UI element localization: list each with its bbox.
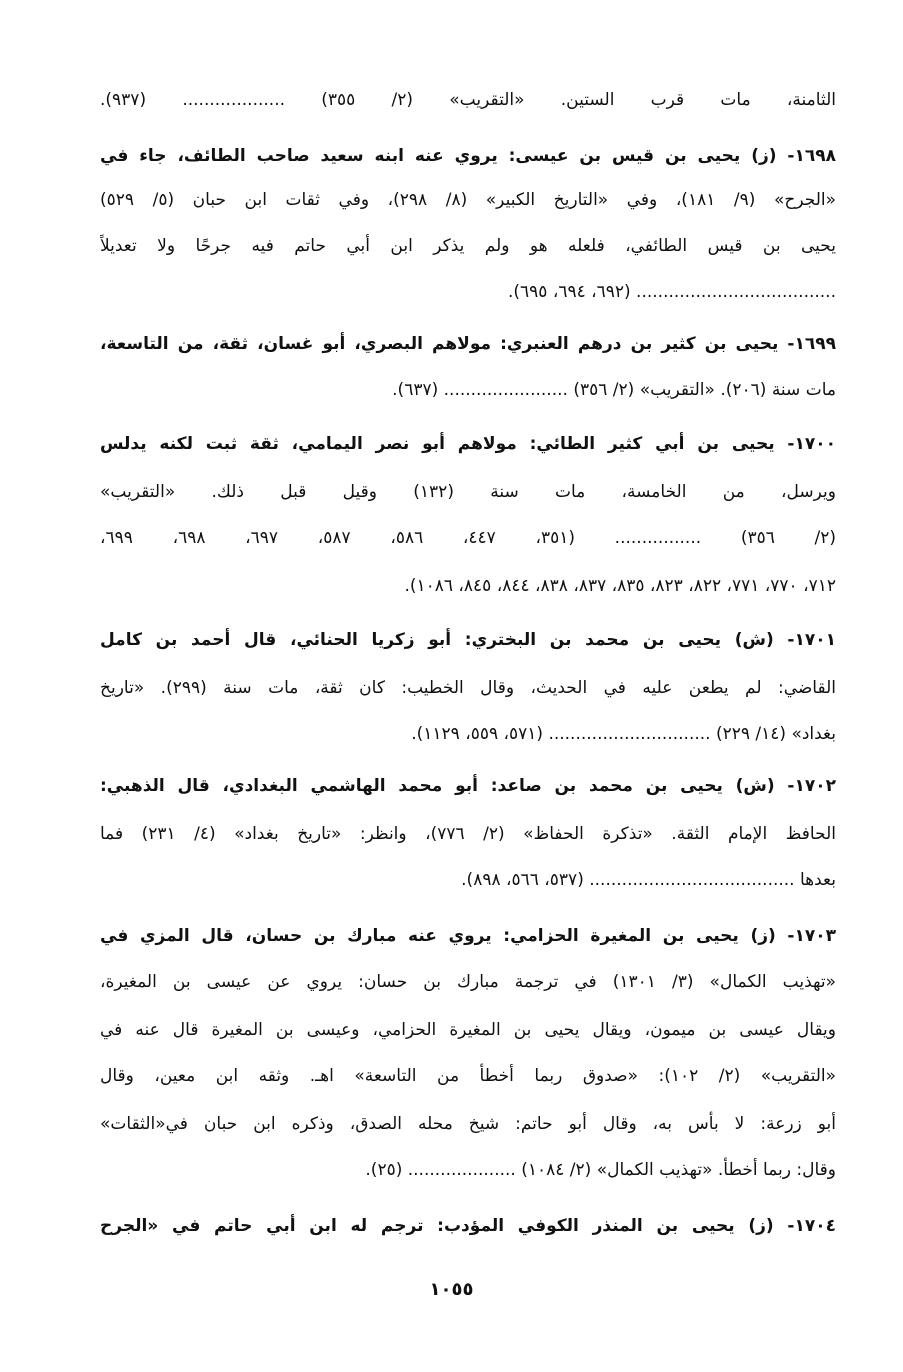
entry-heading-line: ١٦٩٨- (ز) يحيى بن قيس بن عيسى: يروي عنه ابنه سعيد صاحب الطائف، جاء في [100, 146, 836, 166]
page-number: ١٠٥٥ [429, 1279, 474, 1300]
text-line: أبو زرعة: لا بأس به، وقال أبو حاتم: شيخ محله الصدق، وذكره ابن حبان في«الثقات» [100, 1114, 836, 1134]
text-line: مات سنة (٢٠٦). «التقريب» (٢/ ٣٥٦) ....................... (٦٣٧). [392, 380, 836, 400]
text-line: الثامنة، مات قرب الستين. «التقريب» (٢/ ٣٥٥) ................... (٩٣٧). [100, 90, 836, 110]
text-line: ٧١٢، ٧٧٠، ٧٧١، ٨٢٢، ٨٢٣، ٨٣٥، ٨٣٧، ٨٣٨، ٨٤٤، ٨٤٥، ١٠٨٦). [404, 576, 836, 596]
text-line: «الجرح» (٩/ ١٨١)، وفي «التاريخ الكبير» (٨/ ٢٩٨)، وفي ثقات ابن حبان (٥/ ٥٢٩) [100, 190, 836, 210]
text-line: «التقريب» (٢/ ١٠٢): «صدوق ربما أخطأ من التاسعة» اهـ. وثقه ابن معين، وقال [100, 1066, 836, 1086]
text-line: يحيى بن قيس الطائفي، فلعله هو ولم يذكر ابن أبي حاتم فيه جرحًا ولا تعديلاً [100, 236, 836, 256]
text-line: الحافظ الإمام الثقة. «تذكرة الحفاظ» (٢/ ٧٧٦)، وانظر: «تاريخ بغداد» (٤/ ٢٣١) فما [100, 824, 836, 844]
text-line: القاضي: لم يطعن عليه في الحديث، وقال الخطيب: كان ثقة، مات سنة (٢٩٩). «تاريخ [100, 678, 836, 698]
text-line: بعدها ...................................... (٥٣٧، ٥٦٦، ٨٩٨). [461, 870, 836, 890]
entry-heading-line: ١٧٠٢- (ش) يحيى بن محمد بن صاعد: أبو محمد الهاشمي البغدادي، قال الذهبي: [100, 776, 836, 796]
text-line: ويرسل، من الخامسة، مات سنة (١٣٢) وقيل قبل ذلك. «التقريب» [100, 482, 836, 502]
entry-heading-line: ١٧٠٣- (ز) يحيى بن المغيرة الحزامي: يروي عنه مبارك بن حسان، قال المزي في [100, 926, 836, 946]
entry-heading-line: ١٧٠٠- يحيى بن أبي كثير الطائي: مولاهم أبو نصر اليمامي، ثقة ثبت لكنه يدلس [100, 434, 836, 454]
entry-heading-line: ١٦٩٩- يحيى بن كثير بن درهم العنبري: مولاهم البصري، أبو غسان، ثقة، من التاسعة، [100, 334, 836, 354]
text-line: وقال: ربما أخطأ. «تهذيب الكمال» (٢/ ١٠٨٤) .................... (٢٥). [365, 1160, 836, 1180]
entry-heading-line: ١٧٠١- (ش) يحيى بن محمد بن البختري: أبو زكريا الحنائي، قال أحمد بن كامل [100, 630, 836, 650]
text-line: بغداد» (١٤/ ٢٢٩) .............................. (٥٧١، ٥٥٩، ١١٢٩). [411, 724, 836, 744]
text-line: ويقال عيسى بن ميمون، ويقال يحيى بن المغيرة الحزامي، وعيسى بن المغيرة قال عنه في [100, 1020, 836, 1040]
entry-heading-line: ١٧٠٤- (ز) يحيى بن المنذر الكوفي المؤدب: ترجم له ابن أبي حاتم في «الجرح [100, 1216, 836, 1236]
text-line: ..................................... (٦٩٢، ٦٩٤، ٦٩٥). [507, 282, 836, 302]
text-line: (٢/ ٣٥٦) ................ (٣٥١، ٤٤٧، ٥٨٦، ٥٨٧، ٦٩٧، ٦٩٨، ٦٩٩، [100, 528, 836, 548]
text-line: «تهذيب الكمال» (٣/ ١٣٠١) في ترجمة مبارك بن حسان: يروي عن عيسى بن المغيرة، [100, 972, 836, 992]
